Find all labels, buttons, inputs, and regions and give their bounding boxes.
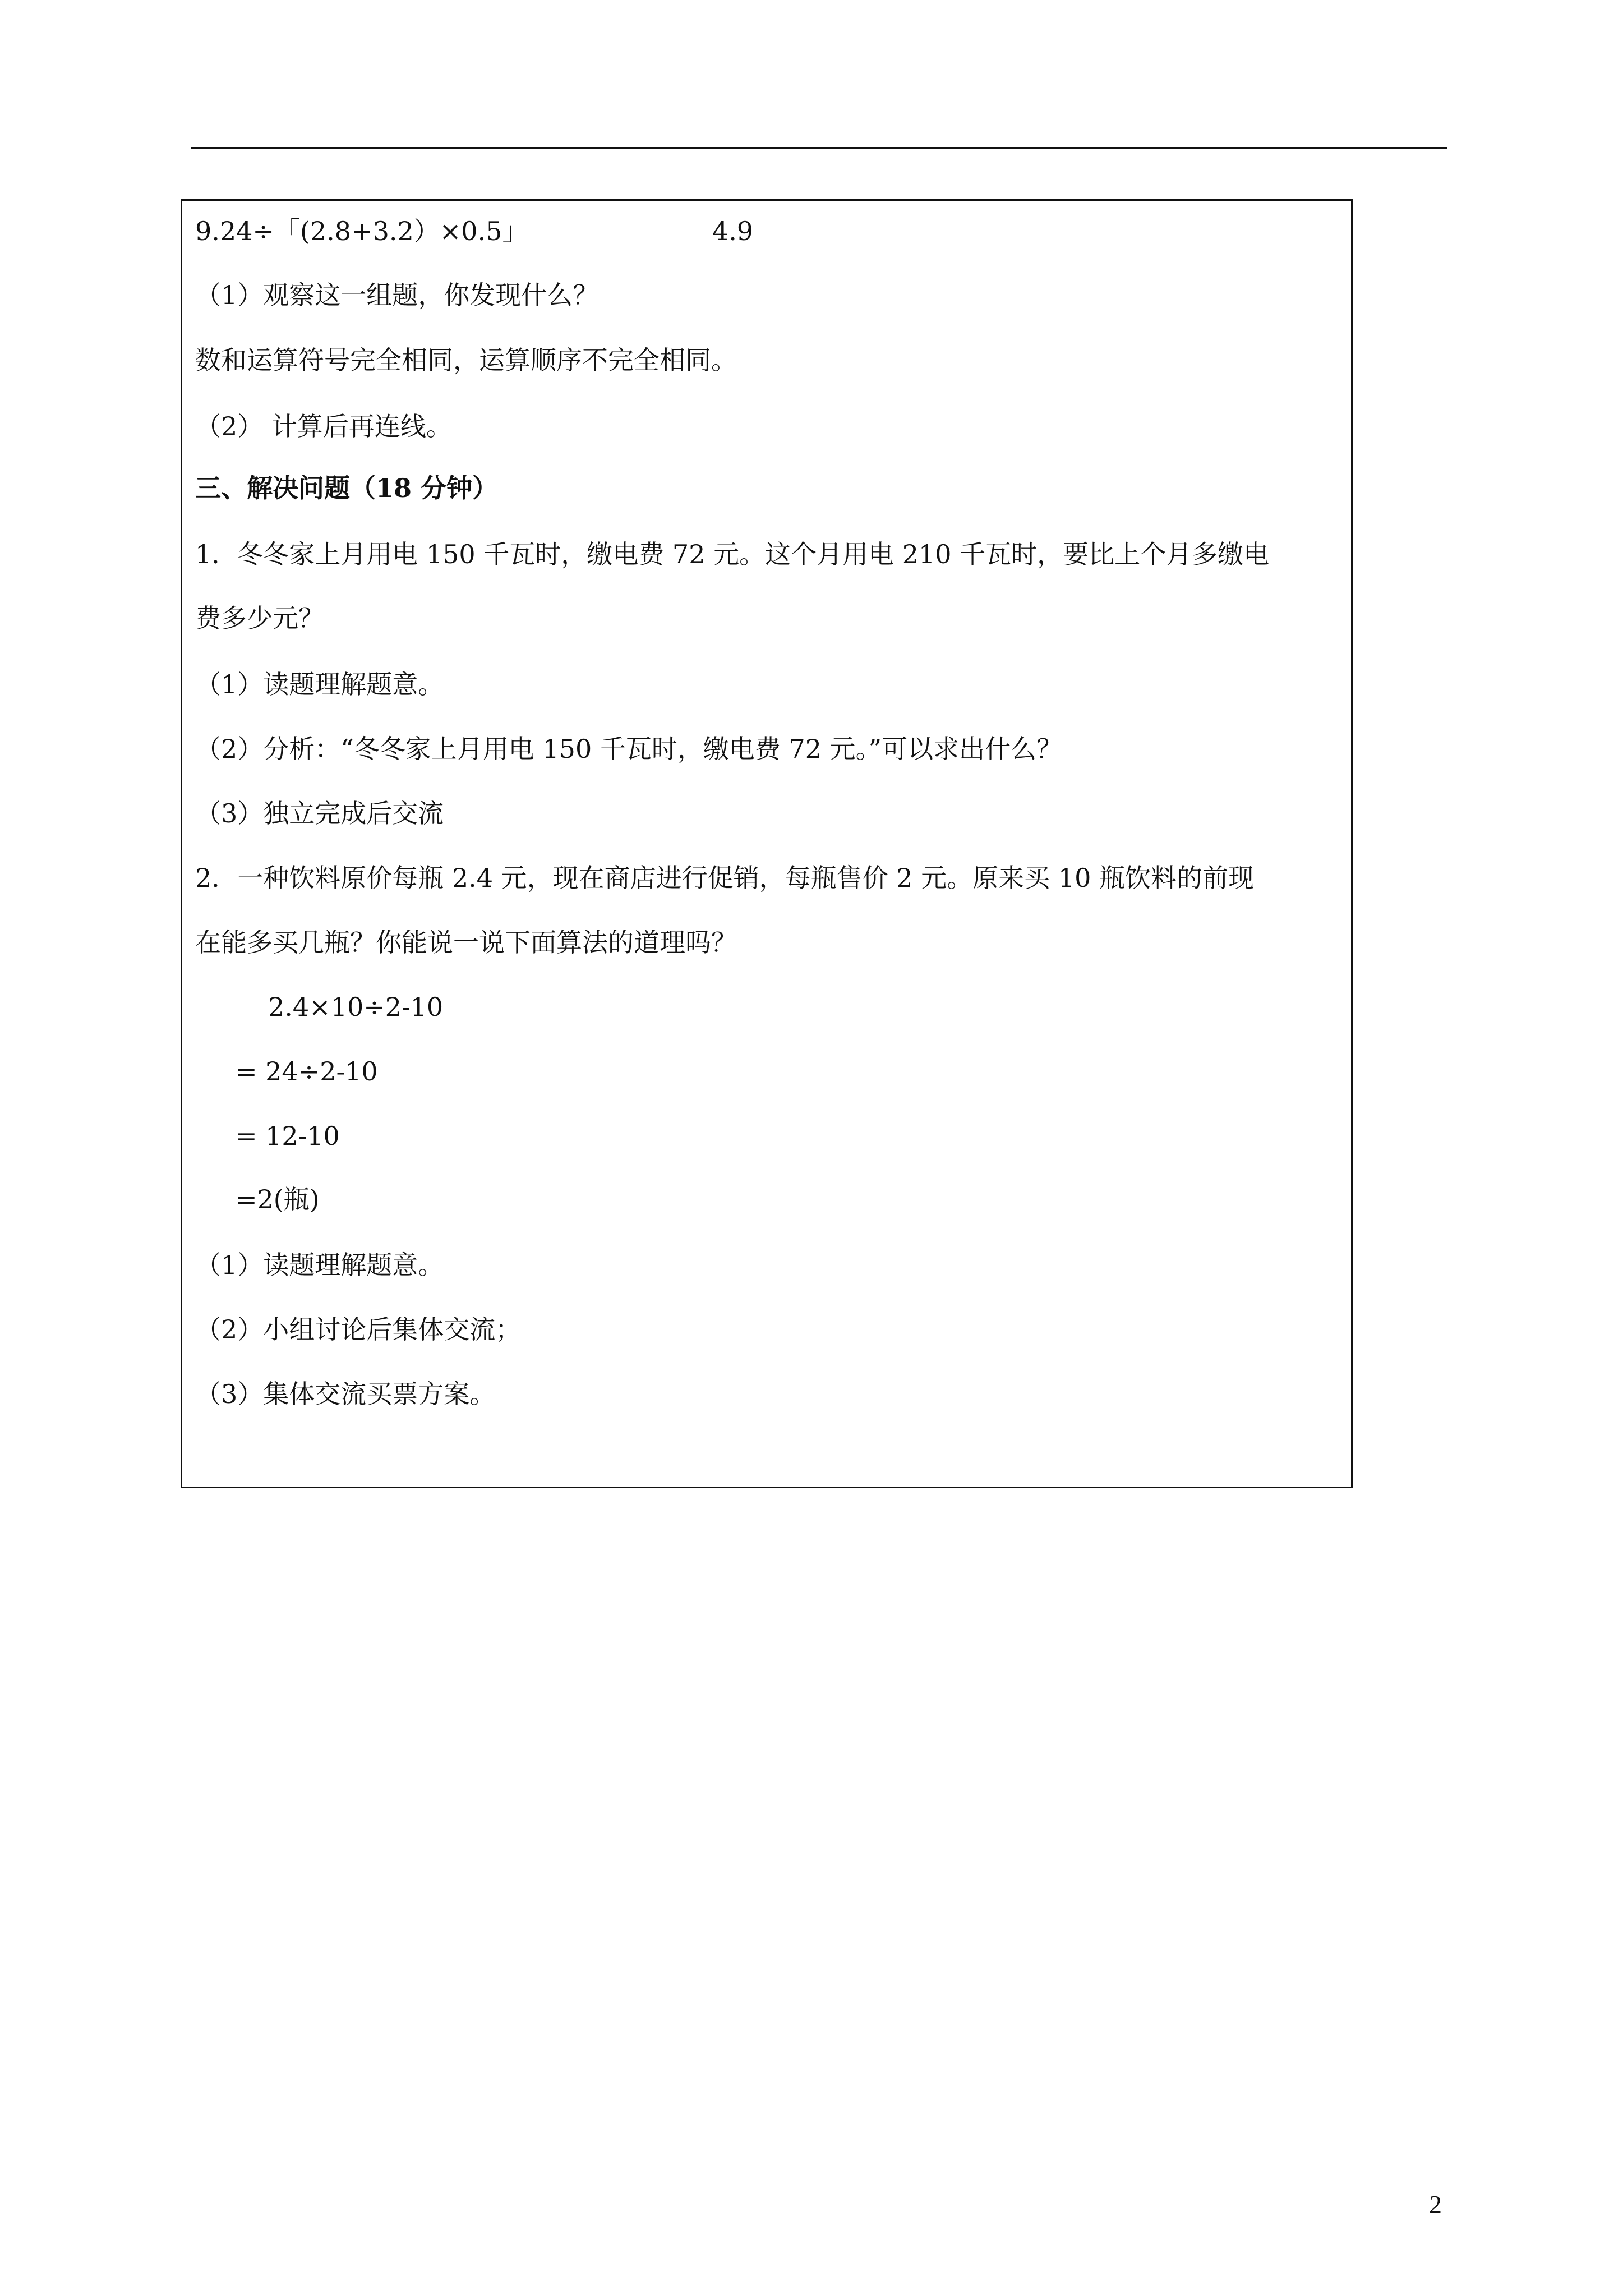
problem-1-step: （1）读题理解题意。: [195, 669, 444, 700]
expression-result: 4.9: [712, 216, 754, 246]
calculation-line: 2.4×10÷2-10: [268, 992, 444, 1022]
question-observe: （1）观察这一组题，你发现什么？: [195, 280, 599, 310]
problem-2-text-cont: 在能多买几瓶？你能说一说下面算法的道理吗？: [195, 927, 737, 958]
problem-2-text: 2．一种饮料原价每瓶 2.4 元，现在商店进行促销，每瓶售价 2 元。原来买 10 瓶饮料的前现: [195, 863, 1254, 893]
calculation-line: = 24÷2-10: [236, 1056, 378, 1087]
observe-answer: 数和运算符号完全相同，运算顺序不完全相同。: [195, 345, 737, 375]
header-rule: [191, 147, 1447, 149]
expression-line: 9.24÷「(2.8+3.2）×0.5」: [195, 216, 528, 246]
problem-2-step: （3）集体交流买票方案。: [195, 1379, 496, 1409]
problem-1-step: （2）分析：“冬冬家上月用电 150 千瓦时，缴电费 72 元。”可以求出什么？: [195, 734, 1063, 764]
calculation-line: = 12-10: [236, 1121, 340, 1151]
section-heading: 三、解决问题（18 分钟）: [195, 473, 499, 503]
problem-1-step: （3）独立完成后交流: [195, 798, 444, 829]
problem-1-text: 1．冬冬家上月用电 150 千瓦时，缴电费 72 元。这个月用电 210 千瓦时，要比上个月多缴电: [195, 539, 1270, 569]
lesson-content-box: [181, 199, 1353, 1488]
calculation-line: =2(瓶): [236, 1184, 320, 1214]
problem-2-step: （1）读题理解题意。: [195, 1250, 444, 1280]
page-number: 2: [1429, 2190, 1442, 2219]
problem-1-text-cont: 费多少元？: [195, 603, 324, 633]
question-compute: （2） 计算后再连线。: [195, 411, 452, 441]
problem-2-step: （2）小组讨论后集体交流；: [195, 1314, 522, 1345]
